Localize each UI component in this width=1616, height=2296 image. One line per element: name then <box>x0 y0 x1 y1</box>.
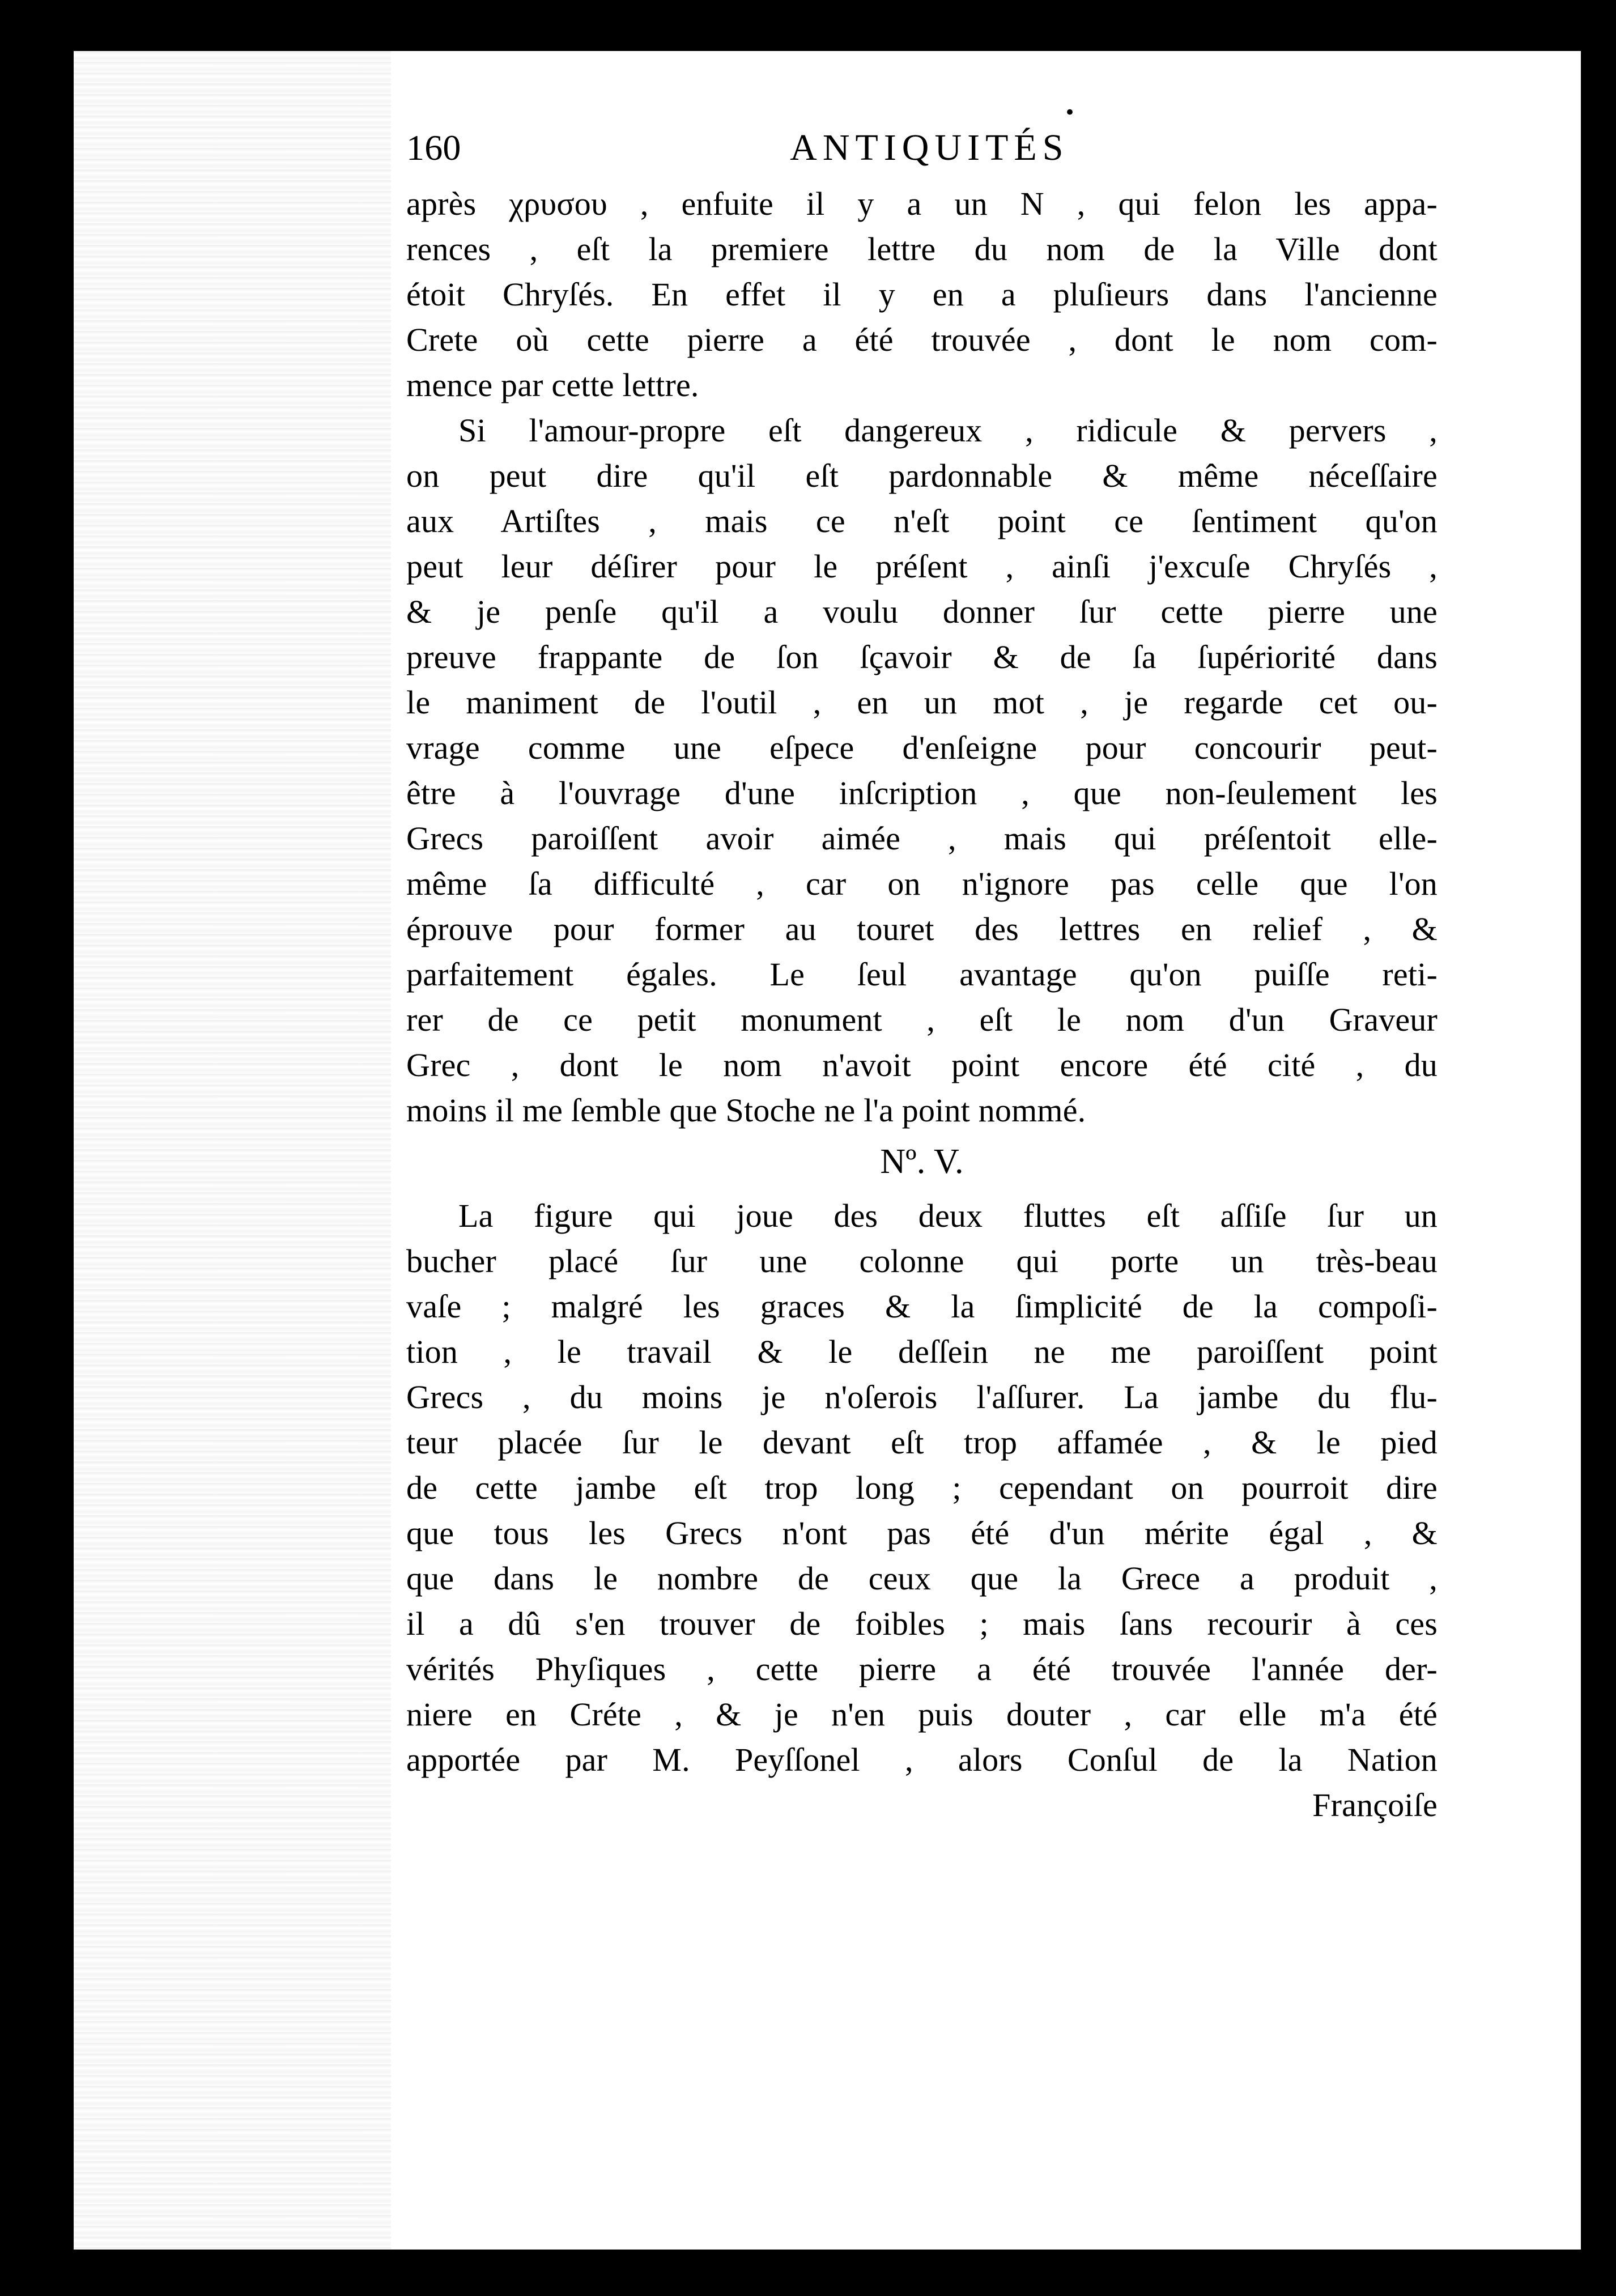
text-line: apportée par M. Peyſſonel , alors Conſul de la Nation <box>406 1741 1438 1778</box>
text-line: le maniment de l'outil , en un mot , je regarde cet ou- <box>406 684 1438 721</box>
ink-mark: • <box>1064 101 1076 124</box>
text-line: Crete où cette pierre a été trouvée , dont le nom com- <box>406 321 1438 358</box>
text-line: rences , eſt la premiere lettre du nom de la Ville dont <box>406 231 1438 267</box>
text-line: Grec , dont le nom n'avoit point encore été cité , du <box>406 1047 1438 1083</box>
text-line: preuve frappante de ſon ſçavoir & de ſa ſupériorité dans <box>406 639 1438 675</box>
text-line: La figure qui joue des deux fluttes eſt aſſiſe ſur un <box>458 1197 1438 1234</box>
paragraph-3 <box>406 1193 1438 1783</box>
text-line: éprouve pour former au touret des lettres en relief , & <box>406 911 1438 947</box>
text-line: tion , le travail & le deſſein ne me paroiſſent point <box>406 1333 1438 1370</box>
text-line: que tous les Grecs n'ont pas été d'un mérite égal , & <box>406 1515 1438 1551</box>
text-line: que dans le nombre de ceux que la Grece a produit , <box>406 1560 1438 1597</box>
running-head <box>406 129 1438 181</box>
text-line: vaſe ; malgré les graces & la ſimplicité de la compoſi- <box>406 1288 1438 1325</box>
text-line: bucher placé ſur une colonne qui porte un très-beau <box>406 1243 1438 1279</box>
text-line: parfaitement égales. Le ſeul avantage qu'on puiſſe reti- <box>406 956 1438 993</box>
text-line: & je penſe qu'il a voulu donner ſur cette pierre une <box>406 593 1438 630</box>
page-number: 160 <box>406 127 461 168</box>
text-line: aux Artiſtes , mais ce n'eſt point ce ſentiment qu'on <box>406 503 1438 539</box>
text-line: étoit Chryſés. En effet il y en a pluſieurs dans l'ancienne <box>406 276 1438 313</box>
text-line: rer de ce petit monument , eſt le nom d'un Graveur <box>406 1001 1438 1038</box>
paragraph-2 <box>406 408 1438 1133</box>
page-text-block <box>406 129 1438 1828</box>
text-line: moins il me ſemble que Stoche ne l'a point nommé. <box>406 1092 1086 1129</box>
text-line: on peut dire qu'il eſt pardonnable & même néceſſaire <box>406 457 1438 494</box>
text-line: même ſa difficulté , car on n'ignore pas celle que l'on <box>406 865 1438 902</box>
text-line: mence par cette lettre. <box>406 367 699 403</box>
text-line: Si l'amour-propre eſt dangereux , ridicule & pervers , <box>458 412 1438 449</box>
section-heading: Nº. V. <box>880 1142 964 1181</box>
catchword: Françoiſe <box>1312 1787 1438 1823</box>
running-title: ANTIQUITÉS <box>790 127 1069 168</box>
text-line: être à l'ouvrage d'une inſcription , que non-ſeulement les <box>406 775 1438 811</box>
text-line: vrage comme une eſpece d'enſeigne pour concourir peut- <box>406 729 1438 766</box>
paragraph-1 <box>406 181 1438 408</box>
text-line: il a dû s'en trouver de foibles ; mais ſans recourir à ces <box>406 1605 1438 1642</box>
text-line: de cette jambe eſt trop long ; cependant on pourroit dire <box>406 1469 1438 1506</box>
text-line: teur placée ſur le devant eſt trop affamée , & le pied <box>406 1424 1438 1461</box>
text-line: vérités Phyſiques , cette pierre a été trouvée l'année der- <box>406 1651 1438 1687</box>
scan-edge-noise <box>74 51 391 2250</box>
text-line: peut leur déſirer pour le préſent , ainſi j'excuſe Chryſés , <box>406 548 1438 585</box>
text-line: Grecs paroiſſent avoir aimée , mais qui préſentoit elle- <box>406 820 1438 857</box>
text-line: Grecs , du moins je n'oſerois l'aſſurer. La jambe du flu- <box>406 1379 1438 1415</box>
text-line: après χρυσου , enfuite il y a un N , qui felon les appa- <box>406 185 1438 222</box>
text-line: niere en Créte , & je n'en puis douter , car elle m'a été <box>406 1696 1438 1733</box>
